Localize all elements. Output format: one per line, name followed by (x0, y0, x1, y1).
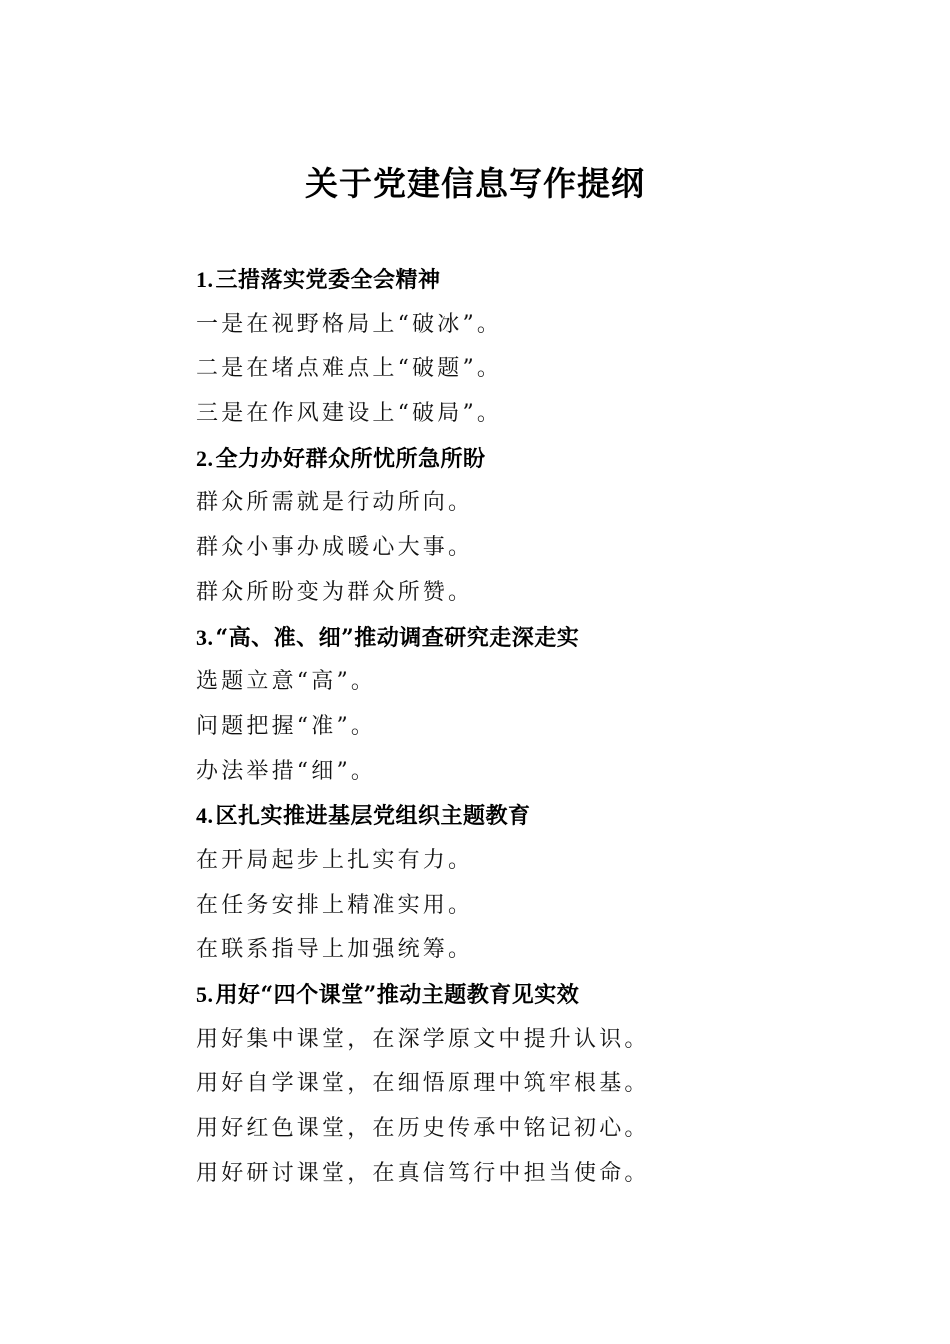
list-item: 用好研讨课堂，在真信笃行中担当使命。 (196, 1160, 650, 1186)
list-item: 用好自学课堂，在细悟原理中筑牢根基。 (196, 1071, 650, 1097)
section-heading (196, 437, 896, 482)
section-heading (196, 794, 896, 839)
section-number: 3. (196, 624, 214, 650)
section-number: 5. (196, 982, 214, 1007)
section-number: 4. (196, 803, 214, 829)
section-heading-text: “高、准、细”推动调查研究走深走实 (215, 624, 580, 651)
list-item: 在开局起步上扎实有力。 (196, 847, 474, 873)
section-heading-text: 用好“四个课堂”推动主题教育见实效 (215, 982, 580, 1008)
list-item: 在任务安排上精准实用。 (196, 892, 474, 918)
list-item: 在联系指导上加强统筹。 (196, 937, 474, 963)
list-item: 二是在堵点难点上“破题”。 (196, 356, 503, 382)
list-item: 办法举措“细”。 (196, 758, 377, 784)
list-item: 一是在视野格局上“破冰”。 (196, 311, 503, 337)
section-number: 1. (196, 267, 214, 292)
section-heading (196, 616, 896, 661)
list-item: 群众小事办成暖心大事。 (196, 535, 474, 561)
document-body (196, 258, 896, 1196)
section-heading-text: 三措落实党委全会精神 (215, 267, 441, 293)
list-item: 用好红色课堂，在历史传承中铭记初心。 (196, 1116, 650, 1142)
list-item: 问题把握“准”。 (196, 713, 377, 739)
section-heading-text: 全力办好群众所忧所急所盼 (215, 445, 486, 472)
section-number: 2. (196, 445, 214, 471)
document-title: 关于党建信息写作提纲 (305, 164, 645, 203)
list-item: 用好集中课堂，在深学原文中提升认识。 (196, 1026, 650, 1052)
list-item: 群众所盼变为群众所赞。 (196, 579, 474, 605)
section-heading (196, 973, 896, 1018)
section-heading (196, 258, 896, 303)
section-heading-text: 区扎实推进基层党组织主题教育 (215, 803, 531, 830)
list-item: 选题立意“高”。 (196, 669, 377, 695)
list-item: 群众所需就是行动所向。 (196, 490, 474, 516)
list-item: 三是在作风建设上“破局”。 (196, 401, 503, 427)
